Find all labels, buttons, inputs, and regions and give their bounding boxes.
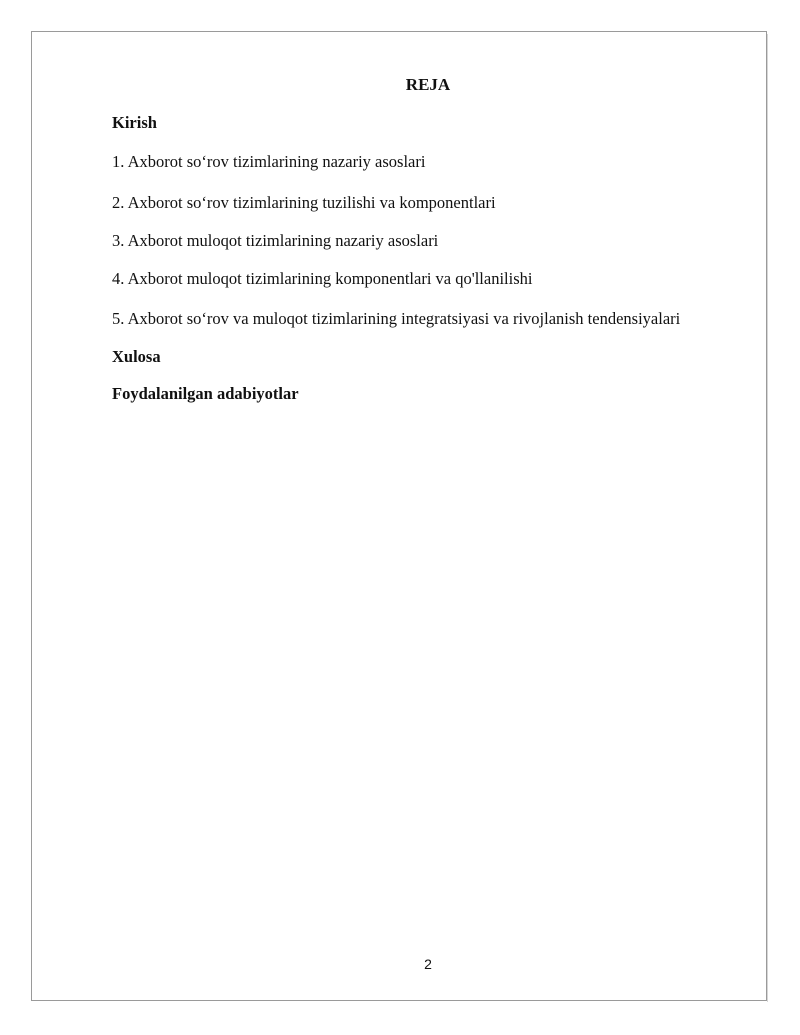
plan-item-4: 4. Axborot muloqot tizimlarining komponentlari va qo'llanilishi <box>112 269 533 288</box>
plan-item-3: 3. Axborot muloqot tizimlarining nazariy asoslari <box>112 231 439 250</box>
page-title: REJA <box>405 75 451 94</box>
page-number: 2 <box>424 956 432 972</box>
section-heading-references: Foydalanilgan adabiyotlar <box>112 384 299 403</box>
document-page <box>31 31 767 1001</box>
section-heading-conclusion: Xulosa <box>112 347 161 366</box>
plan-item-1: 1. Axborot so‘rov tizimlarining nazariy asoslari <box>112 152 426 171</box>
section-heading-intro: Kirish <box>112 113 157 132</box>
plan-item-5: 5. Axborot so‘rov va muloqot tizimlarining integratsiyasi va rivojlanish tendensiyalari <box>112 309 681 328</box>
plan-item-2: 2. Axborot so‘rov tizimlarining tuzilishi va komponentlari <box>112 193 496 212</box>
